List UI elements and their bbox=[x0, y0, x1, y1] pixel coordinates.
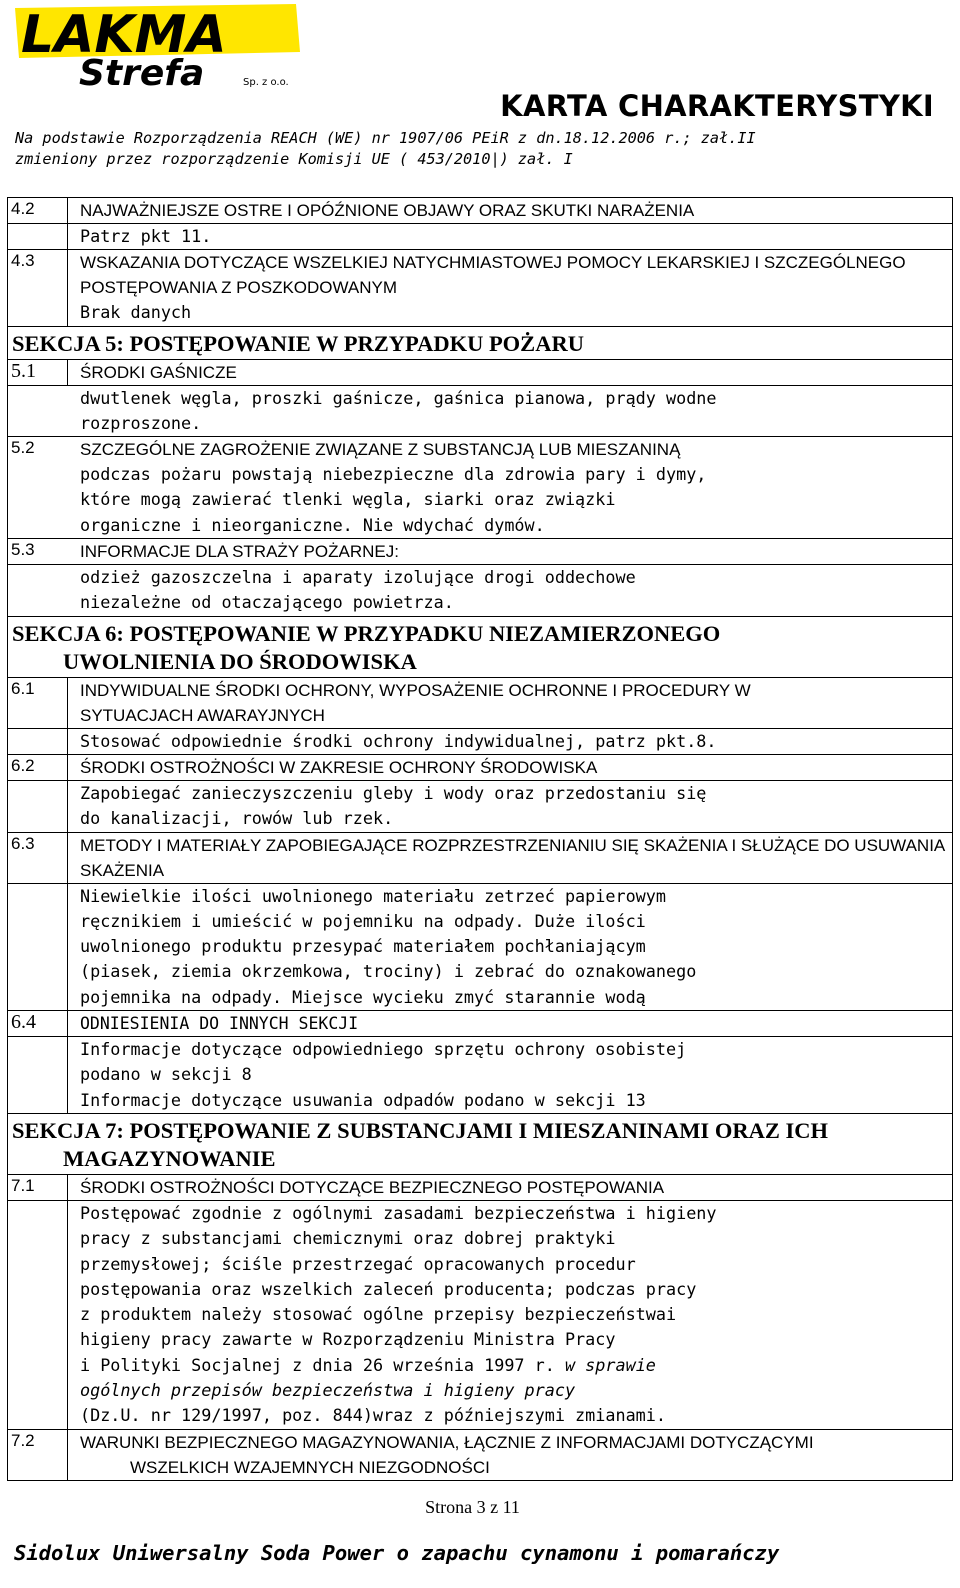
item-text: podczas pożaru powstają niebezpieczne dla zdrowia pary i dymy, które mogą zawierać tlenki węgla, siarki oraz związki organiczne i nieorganiczne. Nie wdychać dymów. bbox=[80, 464, 707, 535]
section-title: SEKCJA 6: POSTĘPOWANIE W PRZYPADKU NIEZAMIERZONEGO UWOLNIENIA DO ŚRODOWISKA bbox=[12, 620, 721, 674]
item-title: NAJWAŻNIEJSZE OSTRE I OPÓŹNIONE OBJAWY ORAZ SKUTKI NARAŻENIA bbox=[80, 201, 695, 220]
row-4-3-heading bbox=[8, 250, 953, 326]
row-6-3-body bbox=[8, 884, 953, 1011]
item-title: ŚRODKI GAŚNICZE bbox=[80, 362, 237, 382]
item-text: odzież gazoszczelna i aparaty izolujące drogi oddechowe niezależne od otaczającego powietrza. bbox=[80, 567, 636, 613]
item-number: 4.2 bbox=[8, 198, 68, 223]
section-title: SEKCJA 7: POSTĘPOWANIE Z SUBSTANCJAMI I MIESZANINAMI ORAZ ICH MAGAZYNOWANIE bbox=[12, 1117, 828, 1171]
item-text: Informacje dotyczące odpowiedniego sprzętu ochrony osobistej podano w sekcji 8 Informacje dotyczące usuwania odpadów podano w sekcji 13 bbox=[80, 1039, 687, 1110]
row-6-2-body bbox=[8, 781, 953, 833]
row-6-2-heading bbox=[8, 755, 953, 781]
item-text: Postępować zgodnie z ogólnymi zasadami bezpieczeństwa i higieny pracy z substancjami chemicznymi oraz dobrej praktyki przemysłowej; ściśle przestrzegać opracowanych procedur postępowania oraz wszelkich zaleceń producenta; podczas pracy z produktem należy stosować ogólne przepisy bezpieczeństwai higieny pracy zawarte w Rozporządzeniu Ministra Pracy i Polityki Socjalnej z dnia 26 września 1997 r. w sprawie ogólnych przepisów bezpieczeństwa i higieny pracy (Dz.U. nr 129/1997, poz. 844)wraz z późniejszymi zmianami. bbox=[80, 1202, 717, 1426]
row-6-4-heading bbox=[8, 1011, 953, 1037]
item-number: 6.1 bbox=[8, 678, 68, 728]
item-text: Zapobiegać zanieczyszczeniu gleby i wody oraz przedostaniu się do kanalizacji, rowów lub rzek. bbox=[80, 782, 707, 829]
row-5-2-heading bbox=[8, 436, 953, 462]
page-number: Strona 3 z 11 bbox=[425, 1497, 520, 1517]
row-5-3-body bbox=[8, 565, 953, 617]
company-logo bbox=[11, 0, 303, 90]
item-title: METODY I MATERIAŁY ZAPOBIEGAJĄCE ROZPRZESTRZENIANIU SIĘ SKAŻENIA I SŁUŻĄCE DO USUWANIA SKAŻENIA bbox=[80, 835, 945, 880]
item-number: 5.3 bbox=[11, 540, 35, 560]
row-6-1-body bbox=[8, 729, 953, 755]
item-title: INDYWIDUALNE ŚRODKI OCHRONY, WYPOSAŻENIE OCHRONNE I PROCEDURY W SYTUACJACH AWARAYJNYCH bbox=[80, 680, 751, 725]
item-title: ŚRODKI OSTROŻNOŚCI DOTYCZĄCE BEZPIECZNEGO POSTĘPOWANIA bbox=[80, 1177, 665, 1197]
regulation-line-2: zmieniony przez rozporządzenie Komisji UE ( 453/2010|) zał. I bbox=[15, 150, 573, 168]
item-number: 6.2 bbox=[8, 755, 68, 780]
row-6-4-body bbox=[8, 1037, 953, 1114]
row-5-2-body bbox=[8, 462, 953, 539]
row-4-2-body bbox=[8, 224, 953, 250]
item-number: 7.2 bbox=[8, 1430, 68, 1480]
item-title: WSKAZANIA DOTYCZĄCE WSZELKIEJ NATYCHMIASTOWEJ POMOCY LEKARSKIEJ I SZCZEGÓLNEGO POSTĘPOWANIA Z POSZKODOWANYM Brak danych bbox=[68, 250, 952, 325]
item-title: ODNIESIENIA DO INNYCH SEKCJI bbox=[80, 1014, 359, 1034]
section-title: SEKCJA 5: POSTĘPOWANIE W PRZYPADKU POŻARU bbox=[12, 330, 584, 356]
item-title: SZCZEGÓLNE ZAGROŻENIE ZWIĄZANE Z SUBSTANCJĄ LUB MIESZANINĄ bbox=[80, 440, 681, 460]
item-number: 5.1 bbox=[8, 360, 68, 385]
item-number: 5.2 bbox=[11, 438, 35, 458]
item-number: 6.3 bbox=[8, 833, 68, 883]
logo-text-lakma: LAKMA bbox=[21, 5, 227, 65]
product-name: Sidolux Uniwersalny Soda Power o zapachu cynamonu i pomarańczy bbox=[14, 1541, 780, 1565]
row-5-1-heading bbox=[8, 360, 953, 386]
item-title: WARUNKI BEZPIECZNEGO MAGAZYNOWANIA, ŁĄCZNIE Z INFORMACJAMI DOTYCZĄCYMI WSZELKICH WZAJEMNYCH NIEZGODNOŚCI bbox=[80, 1432, 814, 1477]
section-5-header bbox=[8, 327, 953, 360]
logo-suffix: Sp. z o.o. bbox=[243, 77, 289, 88]
item-text: dwutlenek węgla, proszki gaśnicze, gaśnica pianowa, prądy wodne rozproszone. bbox=[80, 387, 717, 433]
item-title: ŚRODKI OSTROŻNOŚCI W ZAKRESIE OCHRONY ŚRODOWISKA bbox=[80, 757, 598, 777]
row-4-2-heading bbox=[8, 198, 953, 224]
section-6-header bbox=[8, 617, 953, 678]
item-text: Brak danych bbox=[80, 302, 192, 323]
row-5-1-body bbox=[8, 386, 953, 437]
row-7-1-heading bbox=[8, 1175, 953, 1201]
safety-data-sheet-table bbox=[7, 197, 953, 1481]
row-7-2-heading bbox=[8, 1430, 953, 1481]
item-text: Patrz pkt 11. bbox=[80, 226, 212, 246]
section-7-header bbox=[8, 1114, 953, 1175]
item-text: Stosować odpowiednie środki ochrony indywidualnej, patrz pkt.8. bbox=[80, 730, 717, 751]
item-text: Niewielkie ilości uwolnionego materiału zetrzeć papierowym ręcznikiem i umieścić w pojemniku na odpady. Duże ilości uwolnionego produktu przesypać materiałem pochłaniającym (piasek, ziemia okrzemkowa, trociny) i zebrać do oznakowanego pojemnika na odpady. Miejsce wycieku zmyć starannie wodą bbox=[80, 885, 697, 1007]
item-number: 6.4 bbox=[8, 1011, 68, 1036]
logo-text-strefa: Strefa bbox=[79, 53, 205, 90]
regulation-line-1: Na podstawie Rozporządzenia REACH (WE) nr 1907/06 PEiR z dn.18.12.2006 r.; zał.II bbox=[15, 129, 756, 147]
item-number: 7.1 bbox=[8, 1175, 68, 1200]
item-title: INFORMACJE DLA STRAŻY POŻARNEJ: bbox=[80, 542, 399, 562]
document-title: KARTA CHARAKTERYSTYKI bbox=[500, 89, 934, 123]
row-6-3-heading bbox=[8, 833, 953, 884]
row-7-1-body bbox=[8, 1201, 953, 1430]
row-6-1-heading bbox=[8, 678, 953, 729]
item-number: 4.3 bbox=[8, 250, 68, 325]
row-5-3-heading bbox=[8, 539, 953, 565]
